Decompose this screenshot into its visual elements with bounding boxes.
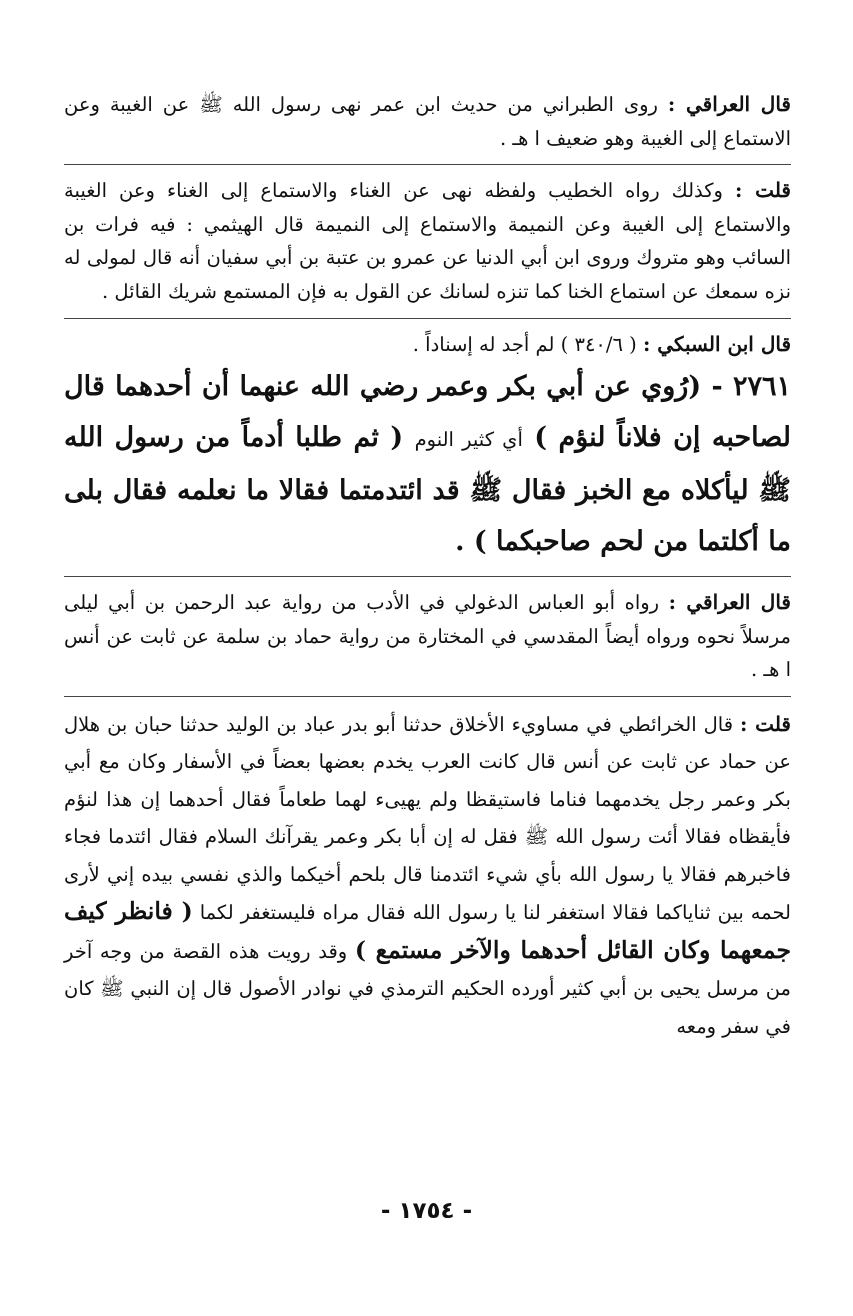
divider bbox=[64, 318, 791, 319]
paragraph-text: رواه أبو العباس الدغولي في الأدب من رواية عبد الرحمن بن أبي ليلى مرسلاً نحوه ورواه أيضاً المقدسي في المختارة من رواية حماد بن سلمة عن ثابت عن أنس ا هـ . bbox=[64, 591, 791, 682]
paragraph-text: روى الطبراني من حديث ابن عمر نهى رسول الله ﷺ عن الغيبة وعن الاستماع إلى الغيبة وهو ضعيف ا هـ . bbox=[64, 93, 791, 150]
divider bbox=[64, 576, 791, 577]
paragraph-label: قال العراقي : bbox=[668, 590, 791, 615]
commentary-bold-text: ( فانظر كيف جمعهما وكان القائل أحدهما والآخر مستمع ) bbox=[64, 897, 791, 964]
paragraph-text: قال الخرائطي في مساويء الأخلاق حدثنا أبو بدر عباد بن الوليد حدثنا حبان بن هلال عن حماد عن ثابت عن أنس قال كانت العرب يخدم بعضها بعضاً في الأسفار وكان مع أبي بكر وعمر رجل يخدمهما فناما فاستيقظا ولم يهيىء لهما طعاماً فقال أحدهما إن هذا لنؤم فأيقظاه فقالا أئت رسول الله ﷺ فقل له إن أبا بكر وعمر يقرآنك السلام فقال ائتدما فجاء فاخبرهم فقالا يا رسول الله بأي شيء ائتدمنا قال بلحم أخيكما والذي نفسي بيده إني لأرى لحمه بين ثناياكما فقالا استغفر لنا يا رسول الله فقال مراه فليستغفر لكما bbox=[64, 712, 791, 925]
divider bbox=[64, 696, 791, 697]
divider bbox=[64, 164, 791, 165]
paragraph-iraqi-1 bbox=[64, 88, 791, 155]
hadith-gloss: أي كثير النوم bbox=[414, 428, 523, 452]
hadith-text-part2: ( ثم طلبا أدماً من رسول الله ﷺ ليأكلاه مع الخبز فقال ﷺ قد ائتدمتما فقالا ما نعلمه فقال بلى ما أكلتما من لحم صاحبكما ) . bbox=[64, 422, 791, 558]
paragraph-text: وقد رويت هذه القصة من وجه آخر من مرسل يحيى بن أبي كثير أورده الحكيم الترمذي في نوادر الأصول قال إن النبي ﷺ كان في سفر ومعه bbox=[64, 939, 791, 1038]
paragraph-label: قلت : bbox=[740, 711, 791, 736]
hadith-text-part1: ٢٧٦١ - (رُوي عن أبي بكر وعمر رضي الله عنهما أن أحدهما قال لصاحبه إن فلاناً لنؤم ) bbox=[64, 371, 792, 454]
paragraph-label: قلت : bbox=[735, 178, 791, 203]
paragraph-subki bbox=[64, 328, 791, 362]
paragraph-iraqi-2 bbox=[64, 586, 791, 687]
paragraph-text: ( ٣٤٠/٦ ) لم أجد له إسناداً . bbox=[412, 332, 637, 356]
paragraph-qultu-2 bbox=[64, 706, 791, 1046]
hadith-2761 bbox=[64, 361, 791, 567]
paragraph-text: وكذلك رواه الخطيب ولفظه نهى عن الغناء والاستماع إلى الغناء وعن الغيبة والاستماع إلى الغيبة وعن النميمة والاستماع إلى النميمة قال الهيثمي : فيه فرات بن السائب وهو متروك وروى ابن أبي الدنيا عن عمرو بن عتبة بن أبي سفيان أنه قال لمولى له نزه سمعك عن استماع الخنا كما تنزه لسانك عن القول به فإن المستمع شريك القائل . bbox=[64, 179, 791, 303]
paragraph-qultu-1 bbox=[64, 174, 791, 308]
page-number: - ١٧٥٤ - bbox=[380, 1198, 473, 1224]
paragraph-label: قال العراقي : bbox=[667, 92, 791, 116]
paragraph-label: قال ابن السبكي : bbox=[642, 331, 791, 356]
